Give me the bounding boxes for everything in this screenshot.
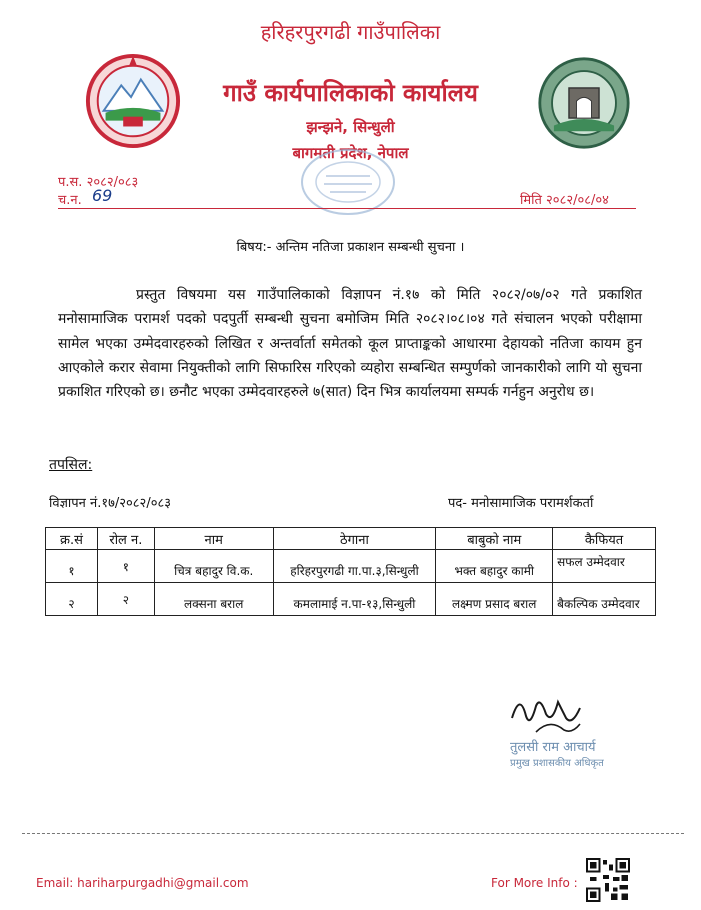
table-cell: सफल उम्मेदवार: [553, 550, 656, 583]
reference-pasa: प.स. २०८२/०८३: [58, 175, 139, 190]
table-cell: लक्सना बराल: [154, 583, 273, 616]
footer-divider: [22, 833, 684, 834]
table-row: [46, 550, 656, 583]
office-title: गाउँ कार्यपालिकाको कार्यालय: [223, 79, 478, 107]
reference-chana-number: 69: [92, 186, 113, 205]
table-cell: १: [46, 550, 98, 583]
table-header-row: [46, 528, 656, 550]
municipality-name: हरिहरपुरगढी गाउँपालिका: [260, 20, 441, 44]
table-cell: भक्त बहादुर कामी: [436, 550, 553, 583]
footer-more-info: For More Info :: [491, 876, 578, 890]
table-cell: २: [46, 583, 98, 616]
post-name: पद- मनोसामाजिक परामर्शकर्ता: [448, 496, 594, 511]
table-cell: चित्र बहादुर वि.क.: [154, 550, 273, 583]
table-header-cell: बाबुको नाम: [436, 528, 553, 550]
results-table: [45, 527, 656, 616]
office-province: बागमती प्रदेश, नेपाल: [292, 144, 409, 162]
reference-chana-label: च.न.: [58, 193, 82, 208]
signatory-title: प्रमुख प्रशासकीय अधिकृत: [510, 758, 604, 769]
header-divider: [58, 208, 636, 209]
qr-code-icon: [586, 858, 630, 902]
table-header-cell: नाम: [154, 528, 273, 550]
reference-date: मिति २०८२/०८/०४: [520, 193, 609, 208]
subject-line: बिषय:- अन्तिम नतिजा प्रकाशन सम्बन्धी सुचना ।: [236, 240, 465, 255]
table-row: [46, 583, 656, 616]
signatory-name: तुलसी राम आचार्य: [510, 740, 596, 755]
details-heading: तपसिल:: [49, 457, 93, 473]
table-cell: २: [97, 583, 154, 616]
table-header-cell: रोल न.: [97, 528, 154, 550]
table-cell: लक्ष्मण प्रसाद बराल: [436, 583, 553, 616]
table-header-cell: ठेगाना: [273, 528, 436, 550]
office-location: झन्झने, सिन्धुली: [306, 118, 395, 136]
table-cell: बैकल्पिक उम्मेदवार: [553, 583, 656, 616]
advertisement-number: विज्ञापन नं.१७/२०८२/०८३: [49, 496, 171, 511]
municipality-logo-icon: [537, 56, 631, 150]
table-header-cell: कैफियत: [553, 528, 656, 550]
table-cell: हरिहरपुरगढी गा.पा.३,सिन्धुली: [273, 550, 436, 583]
table-header-cell: क्र.सं: [46, 528, 98, 550]
body-paragraph: प्रस्तुत विषयमा यस गाउँपालिकाको विज्ञापन नं.१७ को मिति २०८२/०७/०२ गते प्रकाशित मनोसामाजिक परामर्श पदको पदपुर्ती सम्बन्धी सुचना बमोजिम मिति २०८२।०८।०४ गते संचालन भएको परीक्षामा सामेल भएका उम्मेदवारहरुको लिखित र अन्तर्वार्ता समेतको कूल प्राप्ताङ्कको आधारमा देहायको नतिजा कायम हुन आएकोले करार सेवामा नियुक्तीको लागि सिफारिस गरिएको व्यहोरा सम्बन्धित सम्पुर्णको जानकारीको लागि यो सुचना प्रकाशित गरिएको छ। छनौट भएका उम्मेदवारहरुले ७(सात) दिन भित्र कार्यालयमा सम्पर्क गर्नहुन अनुरोध छ।: [58, 287, 642, 401]
table-cell: कमलामाई न.पा-१३,सिन्धुली: [273, 583, 436, 616]
footer-email: Email: hariharpurgadhi@gmail.com: [36, 876, 249, 890]
signature-icon: [506, 688, 586, 736]
table-cell: १: [97, 550, 154, 583]
